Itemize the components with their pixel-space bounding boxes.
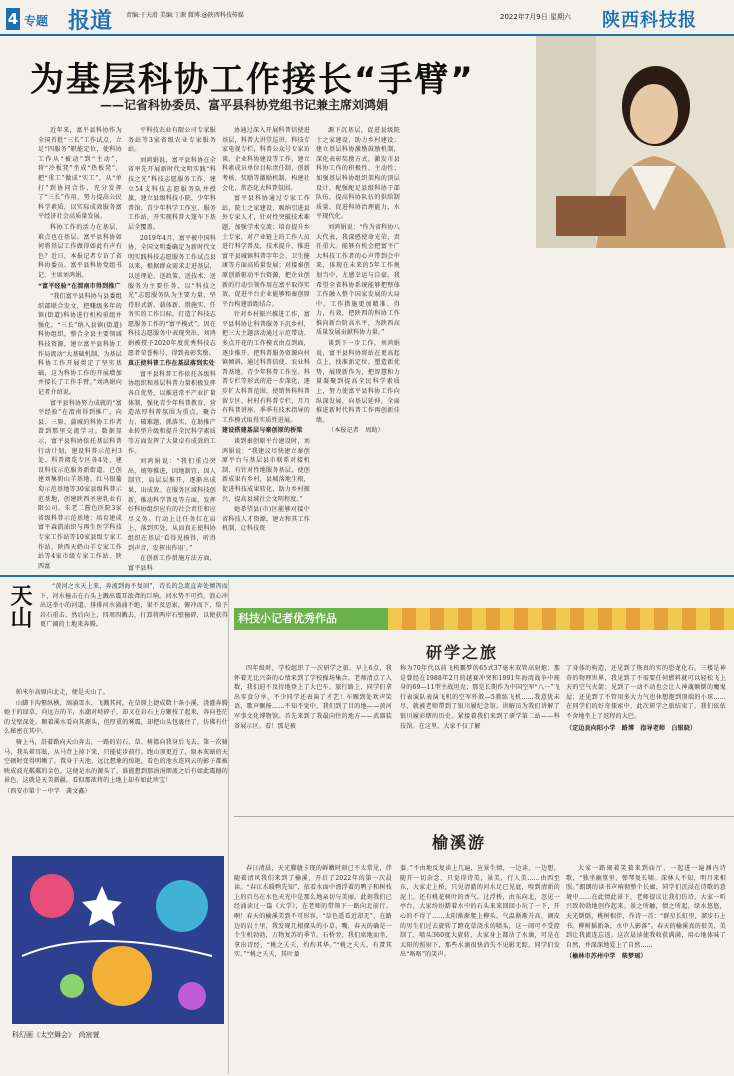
section-subheading: “富平经验”在渭南市得到推广 (38, 282, 121, 290)
headline: 为基层科协工作接长“手臂” (30, 60, 475, 100)
essay-yuxi-col3 (566, 864, 726, 962)
essay-divider (234, 816, 734, 817)
banner-decoration (388, 608, 734, 630)
paragraph: 近年来，富平县科协作为全国首批“三长”工作试点，立足“四服务”职能定位，使科协工作从“被动”到“主动”，将“冷板凳”坐成“热板凳”，把“重工”做成“实工”，从“单打”到协同合作，充分发挥了“三长”作用，努力提高公民科学素质，以实际成效服务富平经济社会高质量发展。 (38, 127, 122, 221)
byline: （本报记者 周助） (328, 427, 384, 435)
poem-text-continued (4, 688, 228, 798)
article-column-3 (222, 126, 310, 535)
paragraph: 了身体的构造，还见到了恢真的实的恐龙化石。三楼是神奇的物理世界，我见到了不需要任何燃料就可以轻松飞上天的空气火箭；见到了一动不动也会让人神魂颠倒的魔鬼屋；还见到了不管用多大力气也休想抱到顶端的小球……在同学们的好奇探索中，此次研学之旅结束了，我们依依不舍地坐上了返程的大巴。 (566, 665, 726, 720)
portrait-photo (536, 36, 734, 248)
paragraph: 她希望县(市)区能够对接中省科技人才资源，建立和其工作机制，让科技资 (222, 506, 310, 533)
page-number: 4 (7, 10, 19, 28)
section-subheading: 建设搭建基层与秦创原的桥梁 (222, 427, 303, 435)
paragraph: 富平县科协努力成就的“富平经验”在渭南得到推广，向县、三原、蒲城的科协工作者曾到那里交流学习。数据显示，富平县科协依托基层科普行动计划，建设科普示范村3处、科普阅览专区各4处，建设科技示范服务新街道，已创建刘集奶山羊基地、红马银葡萄示范基地等30家县级科普示范基地，创建陕西圣唐乳业有限公司、朱老二酱色医院3家省级科普示范基地；培育建成富平森凯油织与再生医学科技专家工作站等10家县级专家工作站、陕西天奶山羊专家工作站等4家市级专家工作站、陕西富 (38, 399, 122, 570)
paragraph: “我们富平县科协与县委组织部联合发文，把赚级多年的镇(街道)科协进行机构重组并强化，“三长”纳入县镇(街道)科协组织，整合全县主要领域科技资源，建立富平县科协工作局流动“大基础机制，为基层科协工作开展奠定了坚实基础，这为科协工作的开展增加并接长了工作手臂。”刘鸿娟向记者介绍说。 (38, 293, 122, 397)
column-divider (228, 580, 229, 1074)
paragraph: 科协工作的活力在基层，难点也在基层。富平县科协如何将基层工作做得如此有声有色？近日，本报记者专访了省科协委员、富平县科协党组书记、主席刘鸿娟。 (38, 223, 122, 279)
drawing-caption: 科幻画《太空舞会》 尚宸萱 (12, 1031, 100, 1039)
paragraph: 春日清晨，天光朦胧卡现的鲜嫩时刻已不太常见，伴随着清风我们来到了榆溪，开启了2022年的第一次晨读。“春江水暖鸭先知”，依看水面中漂浮着的鸭子和树枝上的百鸟在水色天光中是那么地亲切与美丽，此刻我们已经涌读过一篇《大学》，在老师的带领下一路向北前行。啊！春天的榆溪美到不可形容，“草色遥看近却无”，在路边的岩土里，我发现几根探头的小草，嘴，春天的确是一个生机勃勃，万物复苏的季节。石桥旁，我们席地而坐，拿出诗经，“桃之夭夭，灼灼其华。”“桃之夭夭，有蕡其实。”“桃之夭夭，其叶蓁 (234, 865, 392, 959)
poem-title: 天山 (7, 584, 32, 628)
paragraph: 在创新工作措施方法方面，富平县科 (128, 555, 216, 572)
section-divider (0, 575, 734, 577)
space-drawing (12, 856, 224, 1024)
essay-study-trip-col1 (234, 664, 392, 731)
paragraph: 刘鸿娟说，富平县科协在全省率先开展新时代文明实践“科技之光”科技志愿服务工作，建立54支科技志愿服务队并授旗，建立县级科技小院、少年科普馆、青少年科学工作室、服务工作站，开实现科普大篷车下基层全覆盖。 (128, 156, 216, 231)
section-label: 专题 (24, 14, 49, 28)
portrait-illustration-icon (536, 36, 734, 248)
paragraph: 四年级时，学校组织了一次研学之旅。早上6点，我怀着无比兴奋的心情来到了学校操场集合。老师清点了人数，我们迫不及待地登上了大巴车。旅行路上，同学们拿出零食分享，不少同学还表演了才艺！车厢到处欢声笑语，歌声飘扬……不知不觉中，我们到了目的地——黄河军事文化博物馆。首先来到了我最向往的地方——武器装备展示区。看！那是被 (234, 665, 392, 730)
paragraph: 源下沉基层，促进县级院士之家建设，助力乡村建设；建立基层科协激励鼓励机制，深化表彰奖励方式，激发市县科协工作的积极性、主动性；加强基层科协组织架构的顶层设计，配强配足县级科协干部队伍，提高科协队伍的供给制质量，促进科协治理能力、水平现代化。 (316, 127, 400, 221)
article-column-4 (316, 126, 400, 437)
paragraph: 山脚下沟壑纵横，汹涌雪水，飞溅其间，在草原上捷成数十条小溪，浇灌奔腾她于的绿草，向远方的羊，水潮对峙碎子，却又在岩石上方聚枝了起来，奔向苍茫的戈壁深处。顺着溪水看向其源头，但厚重的雾震，却把山头包裹住了，仿佛有什么秘密在其中。 (4, 699, 228, 736)
paragraph: 刘鸿娟说：“作为省科协八大代表，我深感使命光荣，责任重大。能够有机会把富平广大科技工作者的心声带到会中来，体现在未来的5年工作规划当中，尤感幸运与自豪。我希望全省科协系统能够把整体工作融入整个国家发展的大局中，工作措施更加精准、得力，有效，把陕西的科协工作推向新台阶高水平，为陕西高质量发展贡献科协力量。” (316, 223, 400, 337)
paragraph: 谈到下一步工作，刘鸿娟说，富平县科协将站在更高起点上，找准新定位，塑造新优势，展现新作为，把智慧和力量凝聚到提高全民科学素质上，努力使富平县科协工作向纵深发展，向基层延伸，全面推进新时代科普工作再创新佳绩。 (316, 340, 400, 424)
byline: （榆林市苏州中学 柴梦瑶） (566, 953, 647, 961)
paragraph: 骑上马，沿着路向天山奔去，一路的岩石、草、树都向我身后飞去。第一次骑马，我头晕耳眩，从马背上掉下来，只能徒步前行。跑山顶更近了，原本灰暗的天空顿时变得明晰了。置身于天池，远比想象的惊艳，看色的池水连同云的影子都被映成波光粼粼的金色，这便是水的源头了。谁能想到那涓涓细流之后有如此震撼的景色，这就是天美新疆，看似那欲将的上地上却有如此珍宝！ (4, 738, 228, 785)
essay-yuxi-col2 (400, 864, 560, 960)
feature-banner: 科技小记者优秀作品 (234, 608, 388, 630)
essay-yuxi-col1 (234, 864, 392, 960)
paragraph: 大家一路闹着笑着来到庙厅，一起进一遍渊内诗歌，“独坐幽篁里，弹琴复长啸。深林人不知，明月来相照。”朗朗的读书声响彻整个长廊，同学们沉浸在诗歌的意境中……在此情此景下，老师提议让我们仿诗，大家一听兴致勃勃地创作起来。景之所触，情之所起，绿水悠悠，天光倒倒，桃树相伴，作诗一首：“群星长虹里，溜步石上书。柳树摇新条，水中人影落”。春天的榆溪真的很美，美到让我流连忘返。这次晨读使我收获满满，用心地体味了自然，并深深地爱上了自然…… (566, 865, 726, 949)
paragraph: 平科技农业有限公司专家服务站等3家省级农业专家服务站。 (128, 127, 216, 154)
essay-title-study-trip: 研学之旅 (426, 643, 499, 662)
newspaper-logo: 陕西科技报 (602, 10, 697, 31)
paragraph: 富平县科普工作依托各级科协组织和基层科普力量积极发挥各自优势，以推进常平产业扩量体制，强化青少年科普教育，营造浓厚科普氛围为重点，聚合力、破难题、抓落实，在助推产业转型升级和提升全民科学素质等方面发挥了大量卓有成效的工作。 (128, 370, 216, 455)
paragraph: 谈到秦创原平台建设时，刘鸿娟说：“我建议尽快建立秦创原平台与基层县市联系对接机制，有针对性地服务基层，使创新成果有乡村，县城落地生根，促进科技成果转化，助力乡村振兴，提高县域社会文明程度。” (222, 438, 310, 503)
paragraph: 称为70年代以前飞机霸梦的65式37毫米双管高射炮；那是曾经在1988年2月的越赛冲突和1991年海湾战争中现身的69—11型主战坦克；那是长期作为中国空军“八一”飞行表演队表演飞机的空军歼教—5教练飞机……我意犹未尽，就被老师带到了银川履纪念馆。讲解员为我们讲解了银川履彩熠的历史。紧接着我们来到了研学第二站——科技馆。在这里，大家不仅了解 (400, 665, 560, 730)
paragraph: “黄河之水天上来，奔流到海不复回”，诗长的急流直奔处倾泻而下，河水撞击在石头上溅出震耳欲聋的巨响。河水势不可挡，浪心冲出这举小的河道。排排河水涌涌不绝，果不及思索，俯冲而下，给予岩石重击，然后向上，四周四溅去，打算将两岸石壁撞碎，以便获得更广阔的土地来奔腾。 (40, 583, 228, 629)
paragraph: 2019年4月，富平被中国科协、全国文明委确定为新时代文明实践科技志愿服务工作试点县以来，根据群众需求走进基层，以送理论、送政策、送技术、送服务为主要任务，以“科技之光”志愿服务队为主要力量，坚持形式新、载体新、措施实、任务实的工作目标，打造了科技志愿服务工作的“富平模式”。因在科技志愿服务中表现突出，刘鸿娟被授予2020年度优秀科技志愿者荣誉称号，得到表彰奖励。 (128, 234, 216, 357)
byline: （定边县向阳小学 路博 指导老师 白银晓） (566, 724, 697, 732)
paragraph: 蓁。”不由地反复读上几遍，应景生情，一边读，一边想，随开一切杂念，只觉得诗美，景美，行人美……由西至东，大家走上桥，只见清澈的河水足已见底，嗅到清新的泥土，还有桃花树叶的香气。过浮桥，由东向北，忽见一亭台，大家纷纷踏着水中的石头来来回回小玩了一下，开心的不得了……太阳渐渐爬上柳头，气温渐渐升高，调皮的男生们过去旋转了跨花草浇水的喷头，这一闹可不受控制了，喷头360度大旋转，大家身上都沾了水滴，可是在太阳的照射下，那些水滴很快消失不见影无踪，同学们发出“咯咯”的笑声。 (400, 865, 560, 959)
subheadline: ——记省科协委员、富平县科协党组书记兼主席刘鸿娟 (100, 98, 389, 112)
space-dance-illustration-icon (12, 856, 224, 1024)
byline: （西安市第十一中学 龚文鑫） (4, 787, 91, 795)
article-column-2 (128, 126, 216, 574)
paragraph: 富平县科协通过专家工作站，院士之家建设，吸纳引进县外专家人才，针对性突破技术难题，加强学术交流；培育提升乡土专家，对产业链上的工作人员进行科学普及，技术提升，推进富平县城镇科普字年会、卫生健康等方面高质量发展；对接秦创原创新驱动平台资源，把企业创新的行动引领作用在富平取得实效，促进平台企业能够和秦创原平台构建语距结合。 (222, 195, 310, 308)
editors-line: 责编:于天滑 美编:丁源 微博:@陕西科技传媒 (126, 12, 244, 19)
section-title: 报道 (68, 9, 113, 34)
poem-text (40, 582, 228, 631)
paragraph: 针对乡村振兴推进工作，富平县科协让科普服务下沉乡村，把三大主题活动通过示范带动、多点开花的工作模式由点到面，逐步推开，把科普服务资源向村镇倾斜。通过科普信使、农业科普基地、青少年科普工作室、科普专栏等形式的进一步深化，逐步扩大科普范围，使销售科科普留专区、村村有科普专栏，月月有科普讲座、季季有技术指导的工作模式取得实质性进展。 (222, 311, 310, 424)
paragraph: 刘鸿娟说：“我们重点突出，统筹推进，因地制宜、因人制宜，肩层层推开，逐渐出成果，出成效。在服务区域科技创新，推动科学普及等方面，发挥好科协组织应有的社会责任和应尽义务。行动上让任务扛在肩上，落到实处，从而真正使科协组织在基层‘看得见摸得，听得到声音，发挥出作用’。” (128, 458, 216, 552)
essay-title-yuxi-trip: 榆溪游 (432, 833, 487, 852)
issue-date: 2022年7月9日 星期六 (500, 13, 571, 21)
essay-study-trip-col3 (566, 664, 726, 733)
section-subheading: 真正使科普工作在基层落到实处 (128, 360, 215, 368)
paragraph: 帕米尔高原向北走，便是天山了。 (16, 689, 110, 696)
paragraph: 协通过深入开展科普信使进基层，科普大讲堂巡讲，科技专家电视专栏，科普公众号专家访谈、企业科协建设等工作，建立科素成员单位目标责任制，创新考核、奖励等激励机制，构建社会化、常态化大科普氛围。 (222, 127, 310, 192)
essay-study-trip-col2 (400, 664, 560, 731)
article-column-1 (38, 126, 122, 572)
